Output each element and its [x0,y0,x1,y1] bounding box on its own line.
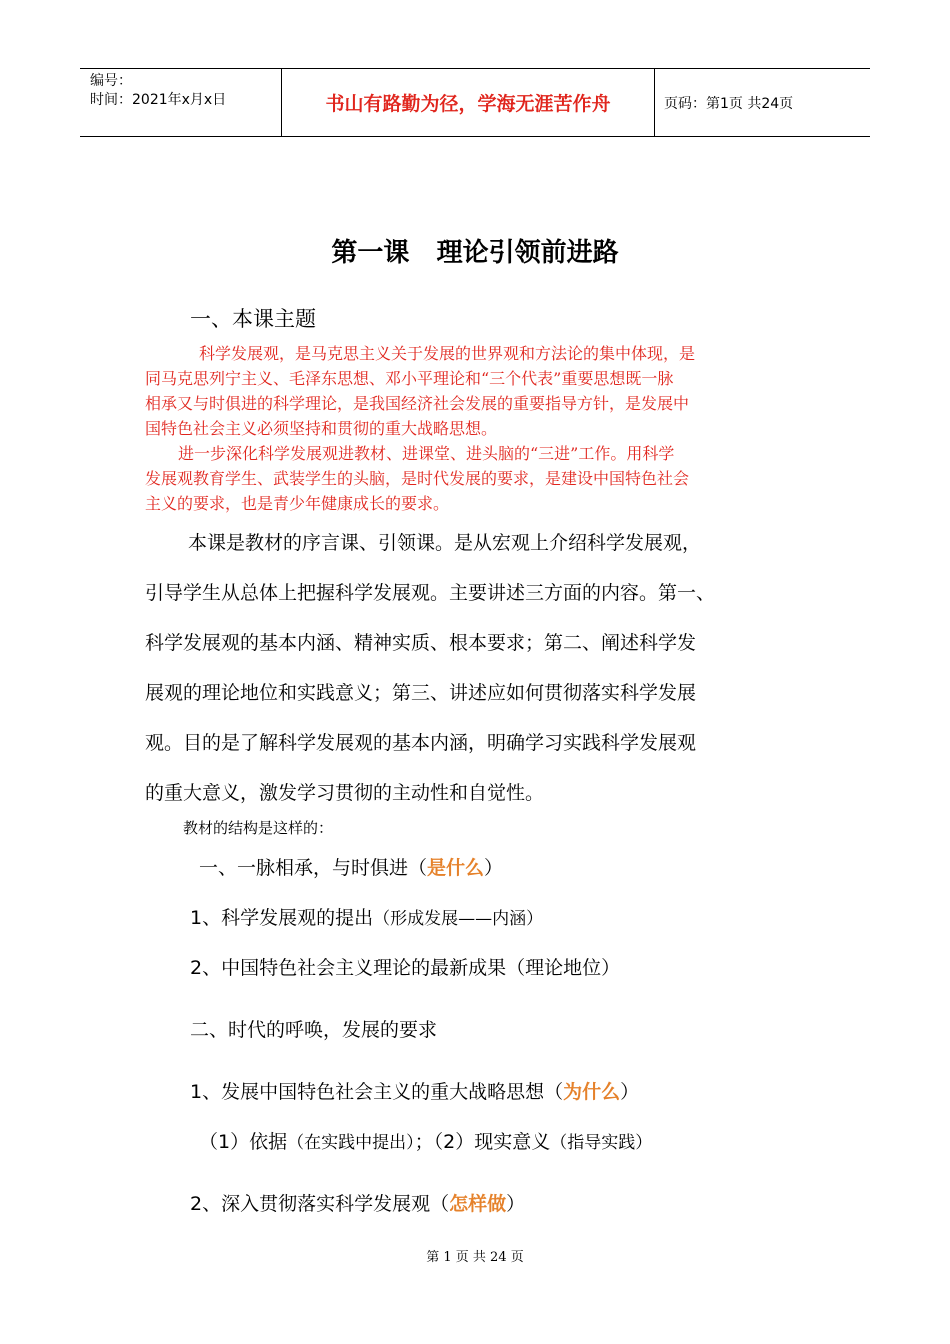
sub-a-note: （在实践中提出） [287,1133,415,1153]
red-text-line: 同马克思列宁主义、毛泽东思想、邓小平理论和“三个代表”重要思想既一脉 [145,369,674,388]
body-text-line: 本课是教材的序言课、引领课。是从宏观上介绍科学发展观， [188,532,702,554]
header-meta [80,69,281,136]
red-text-line: 相承又与时俱进的科学理论，是我国经济社会发展的重要指导方针，是发展中 [145,394,690,413]
outline-text: 1、发展中国特色社会主义的重大战略思想（ [190,1081,564,1103]
outline-item-2-1-sub [199,1127,652,1154]
red-text-line: 科学发展观，是马克思主义关于发展的世界观和方法论的集中体现，是 [199,344,696,363]
header-page-info: 页码：第1页 共24页 [664,95,794,112]
outline-text: 2、深入贯彻落实科学发展观（ [190,1193,450,1215]
body-text-line: 展观的理论地位和实践意义；第三、讲述应如何贯彻落实科学发展 [145,682,697,704]
sub-b-note: （指导实践） [550,1133,653,1153]
outline-item-2-1 [190,1077,639,1104]
body-text-line: 引导学生从总体上把握科学发展观。主要讲述三方面的内容。第一、 [145,582,716,604]
emphasis-why: 为什么 [563,1081,621,1103]
outline-part-2: 二、时代的呼唤，发展的要求 [190,1019,438,1041]
page-footer: 第 1 页 共 24 页 [426,1250,524,1265]
outline-text: 1、科学发展观的提出 [190,907,374,929]
outline-item-1-1 [190,903,543,930]
red-text-line: 发展观教育学生、武装学生的头脑，是时代发展的要求，是建设中国特色社会 [145,469,690,488]
outline-note: （形成发展——内涵） [373,909,544,929]
sub-a: （1）依据 [199,1131,288,1153]
red-text-line: 国特色社会主义必须坚持和贯彻的重大战略思想。 [145,419,498,438]
structure-intro: 教材的结构是这样的： [183,819,334,837]
outline-close: ） [506,1193,526,1215]
red-text-line: 主义的要求，也是青少年健康成长的要求。 [145,494,450,513]
outline-item-1-2: 2、中国特色社会主义理论的最新成果（理论地位） [190,957,621,979]
emphasis-how: 怎样做 [449,1193,507,1215]
time-label: 时间：2021年x月x日 [90,92,227,108]
outline-text: 一、一脉相承，与时俱进（ [199,857,428,879]
section-heading: 一、本课主题 [190,307,316,331]
outline-close: ） [620,1081,640,1103]
outline-part-1 [199,853,503,880]
emphasis-what: 是什么 [427,857,485,879]
body-text-line: 观。目的是了解科学发展观的基本内涵，明确学习实践科学发展观 [145,732,697,754]
red-text-line: 进一步深化科学发展观进教材、进课堂、进头脑的“三进”工作。用科学 [178,444,675,463]
body-text-line: 的重大意义，激发学习贯彻的主动性和自觉性。 [145,782,545,804]
sub-sep: ； [414,1131,434,1153]
outline-close: ） [484,857,504,879]
page-title: 第一课 理论引领前进路 [331,238,619,268]
number-label: 编号： [90,73,132,89]
outline-item-2-2 [190,1189,525,1216]
document-header [80,68,870,137]
body-text-line: 科学发展观的基本内涵、精神实质、根本要求；第二、阐述科学发 [145,632,697,654]
header-motto: 书山有路勤为径，学海无涯苦作舟 [281,69,655,136]
sub-b: （2）现实意义 [433,1131,551,1153]
